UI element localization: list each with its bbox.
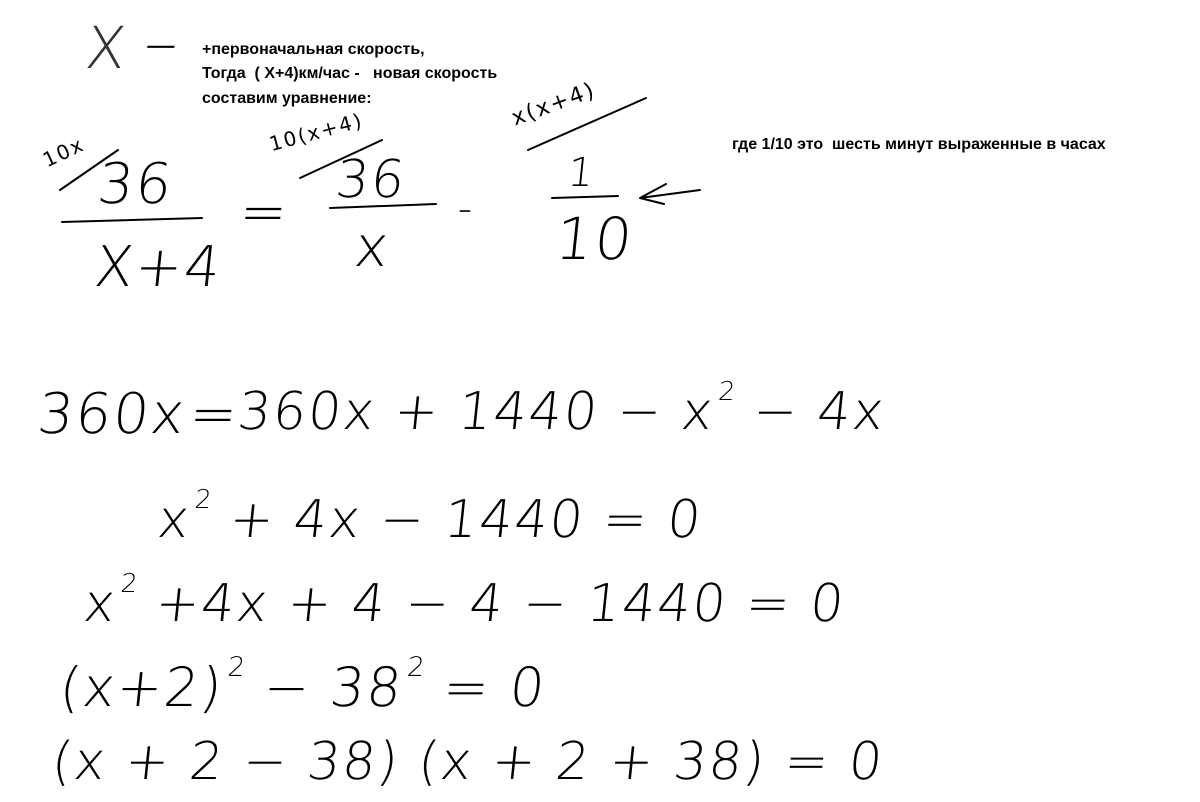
intro-line-1: +первоначальная скорость,: [202, 41, 425, 58]
note-text: где 1/10 это шесть минут выраженные в часах: [732, 136, 1106, 153]
mid-denominator: x: [351, 215, 394, 280]
step4-c: = 0: [440, 656, 550, 719]
step2-sup: 2: [193, 485, 215, 516]
left-numerator: 36: [94, 152, 177, 217]
step4-sup2: 2: [405, 652, 429, 684]
minus-sign: -: [455, 186, 477, 232]
arrow-icon: [640, 184, 700, 204]
left-fraction-bar: [62, 218, 202, 222]
mid-fraction-bar: [330, 204, 436, 208]
step4-a: (x+2): [56, 656, 228, 719]
step4-sup1: 2: [226, 652, 249, 684]
equals-sign: =: [236, 180, 293, 245]
step4-b: − 38: [260, 656, 407, 719]
right-fraction-bar: [552, 196, 618, 198]
variable-x: X: [82, 14, 132, 82]
mid-numerator: 36: [332, 150, 410, 210]
right-prefix: x(x+4): [508, 77, 600, 132]
left-strike: [60, 150, 118, 190]
right-numerator: 1: [565, 150, 598, 196]
right-strike: [528, 98, 646, 150]
step1-lhs: 360x: [34, 382, 190, 447]
step1-sup: 2: [716, 377, 739, 408]
intro-line-2: Тогда ( X+4)км/час - новая скорость: [202, 65, 498, 82]
intro-line-3: составим уравнение:: [202, 90, 372, 107]
right-denominator: 10: [552, 205, 638, 273]
step5: (x + 2 − 38) (x + 2 + 38) = 0: [48, 732, 888, 792]
step3-b: +4x + 4 − 4 − 1440 = 0: [152, 574, 849, 634]
step2-a: x: [154, 490, 194, 550]
step3-a: x: [80, 574, 120, 634]
step2-b: + 4x − 1440 = 0: [226, 490, 706, 550]
step1-rhs-b: − 4x: [750, 382, 889, 442]
mid-strike: [300, 140, 382, 178]
step1-rhs-a: 360x + 1440 − x: [234, 382, 718, 442]
left-prefix: 10x: [38, 131, 89, 173]
left-denominator: X+4: [91, 235, 226, 300]
dash: —: [144, 28, 180, 63]
mid-prefix: 10(x+4): [266, 107, 366, 157]
step1-eq: =: [186, 382, 243, 447]
step3-sup: 2: [119, 569, 141, 600]
